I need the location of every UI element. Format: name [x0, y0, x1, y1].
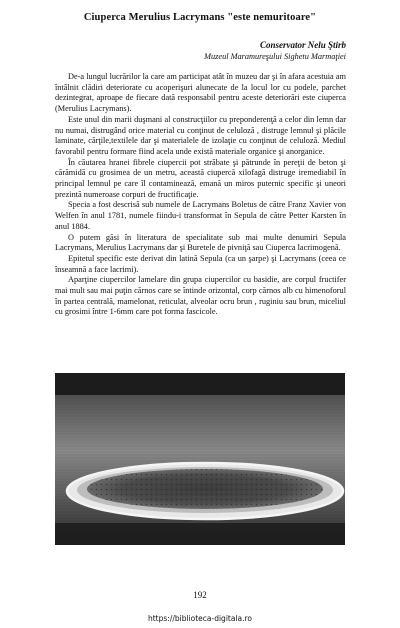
page-number: 192: [193, 590, 207, 600]
author-name: Conservator Nelu Ştirb: [259, 40, 346, 50]
article-title: Ciuperca Merulius Lacrymans "este nemuritoare": [83, 12, 317, 23]
source-url: https://biblioteca-digitala.ro: [147, 614, 253, 623]
author-affiliation: Muzeul Maramureşului Sighetu Marmaţiei: [204, 52, 346, 61]
paragraph: Este unul din marii duşmani al construcţiilor cu preponderenţă a celor din lemn dar nu numai, distrugând orice material cu conţinut de celuloză , distruge lemnul şi plăcile laminate, cărţile,textilele dar şi materialele de izolaţie cu conţinut de celuloză. Mediul favorabil pentru formare fiind acela unde există materiale organice şi anorganice.: [55, 114, 346, 156]
article-body: [55, 72, 346, 318]
paragraph: Epitetul specific este derivat din latină Sepula (ca un şarpe) şi Lacrymans (ceea ce înseamnă a face lacrimi).: [55, 253, 346, 274]
paragraph: De-a lungul lucrărilor la care am participat atât în muzeu dar şi în afara acestuia am întâlnit clădiri deteriorate cu acoperişuri alunecate de la locul lor cu podele, parchet dezintegrat, aproape de fiecare dată responsabil pentru aceste deteriorări este ciuperca (Merulius Lacrymans).: [55, 72, 346, 114]
paragraph: În căutarea hranei fibrele ciupercii pot străbate şi pătrunde în pereţii de beton şi cărămidă cu grosimea de un metru, această ciupercă xilofagă distruge iremediabil în principal lemnul pe care îl contaminează, emană un miros puternic specific şi uneori prezintă numeroase corpuri de fructificaţie.: [55, 157, 346, 199]
fungus-photograph: [55, 373, 345, 545]
paragraph: Aparţine ciupercilor lamelare din grupa ciupercilor cu basidie, are corpul fructifer mai mult sau mai puţin cărnos care se întinde orizontal, corp cărnos alb cu himenoforul în partea centrală, mamelonat, reticulat, alveolar ocru brun , ruginiu sau brun, miceliul cu grosimi între 1-6mm care pot forma fascicole.: [55, 275, 346, 317]
paragraph: Specia a fost descrisă sub numele de Lacrymans Boletus de către Franz Xavier von Welfen în anul 1781, numele fiindu-i transformat în Sepula de către Petter Karsten în anul 1884.: [55, 200, 346, 231]
paragraph: O putem găsi în literatura de specialitate sub mai multe denumiri Sepula Lacrymans, Merulius Lacrymans dar şi Buretele de pivniţă sau Ciuperca lacrimogenă.: [55, 232, 346, 253]
